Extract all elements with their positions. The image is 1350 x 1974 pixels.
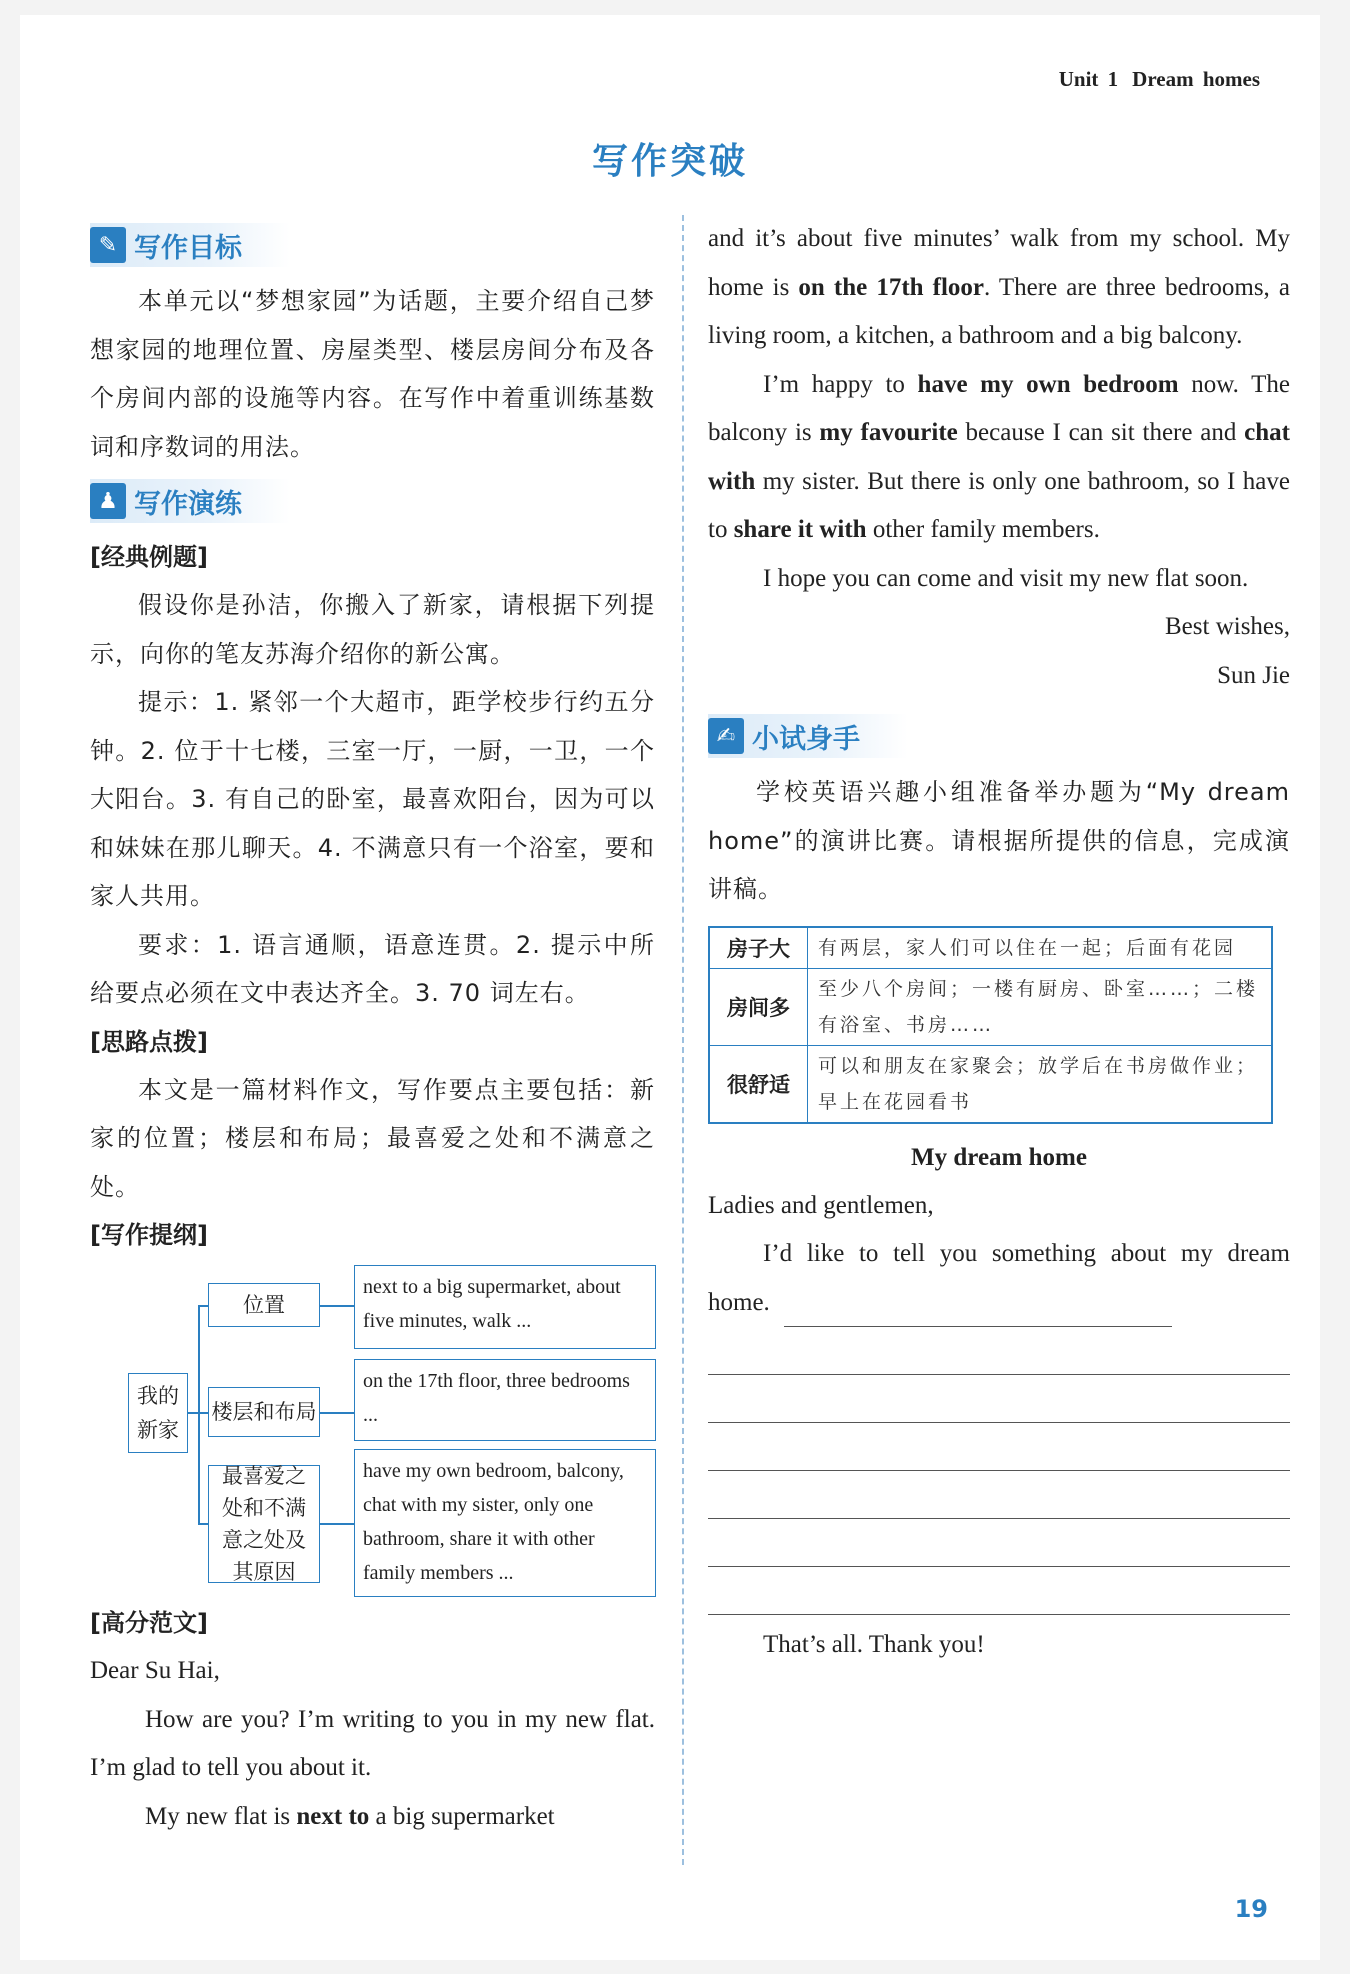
goal-text: 本单元以“梦想家园”为话题，主要介绍自己梦想家园的地理位置、房屋类型、楼层房间分布及各个房间内部的设施等内容。在写作中着重训练基数词和序数词的用法。 — [90, 287, 655, 461]
edit-icon: ✍ — [708, 718, 744, 754]
table-key: 房子大 — [709, 927, 808, 969]
table-value: 至少八个房间；一楼有厨房、卧室……；二楼有浴室、书房…… — [808, 968, 1273, 1045]
letter-paragraph-2-continued-marker: a big supermarket — [369, 1802, 555, 1830]
table-key: 房间多 — [709, 968, 808, 1045]
outline-detail-layout: on the 17th floor, three bedrooms ... — [354, 1359, 656, 1441]
practice-section-header — [90, 479, 290, 523]
outline-label: [写作提纲] — [90, 1221, 208, 1249]
writing-line[interactable] — [708, 1375, 1290, 1423]
left-column — [90, 215, 655, 1841]
hints-text: 提示：1. 紧邻一个大超市，距学校步行约五分钟。2. 位于十七楼，三室一厅，一厨，一卫，一个大阳台。3. 有自己的卧室，最喜欢阳台，因为可以和妹妹在那儿聊天。4. 不满意只有一个浴室，要和家人共用。 — [90, 688, 655, 910]
letter-paragraph-4: I hope you can come and visit my new flat soon. — [763, 564, 1249, 592]
outline-branch-layout: 楼层和布局 — [208, 1387, 320, 1437]
unit-number: Unit 1 — [1058, 67, 1119, 91]
runner-icon: ♟ — [90, 483, 126, 519]
speech-title: My dream home — [911, 1143, 1087, 1171]
writing-line[interactable] — [708, 1519, 1290, 1567]
right-column — [708, 215, 1290, 1670]
pencil-icon: ✎ — [90, 227, 126, 263]
outline-detail-location: next to a big supermarket, about five minutes, walk ... — [354, 1265, 656, 1349]
column-divider — [682, 215, 684, 1865]
goal-heading: 写作目标 — [134, 232, 242, 264]
info-table — [708, 926, 1273, 1124]
speech-greeting: Ladies and gentlemen, — [708, 1191, 934, 1219]
writing-line[interactable] — [708, 1423, 1290, 1471]
page-number: 19 — [1234, 1895, 1268, 1923]
model-label: [高分范文] — [90, 1609, 208, 1637]
writing-line[interactable] — [708, 1327, 1290, 1375]
table-value: 可以和朋友在家聚会；放学后在书房做作业；早上在花园看书 — [808, 1045, 1273, 1123]
idea-text: 本文是一篇材料作文，写作要点主要包括：新家的位置；楼层和布局；最喜爱之处和不满意之处。 — [90, 1075, 655, 1201]
running-header — [1059, 67, 1260, 92]
letter-paragraph-3: I’m happy to have my own bedroom now. The balcony is my favourite because I can sit there and chat with my sister. But there is only one bathroom, so I have to share it with other family members. — [708, 370, 1290, 543]
outline-branch-likes: 最喜爱之处和不满意之处及其原因 — [208, 1465, 320, 1583]
table-row — [709, 927, 1272, 969]
page — [20, 15, 1320, 1960]
unit-title: Dream homes — [1132, 67, 1260, 91]
table-row — [709, 968, 1272, 1045]
table-row — [709, 1045, 1272, 1123]
outline-root: 我的新家 — [128, 1373, 188, 1453]
goal-section-header — [90, 223, 290, 267]
speech-start: I’d like to tell you something about my dream home. — [708, 1230, 1290, 1327]
speech-end: That’s all. Thank you! — [763, 1631, 985, 1658]
page-title: 写作突破 — [591, 141, 748, 182]
letter-paragraph-2-start: My new flat is next to a big supermarket — [145, 1802, 555, 1830]
letter-closing: Best wishes, — [1165, 613, 1290, 640]
outline-branch-location: 位置 — [208, 1283, 320, 1327]
writing-line[interactable] — [708, 1471, 1290, 1519]
writing-line[interactable] — [708, 1567, 1290, 1615]
letter-greeting: Dear Su Hai, — [90, 1657, 220, 1684]
letter-paragraph-1: How are you? I’m writing to you in my new flat. I’m glad to tell you about it. — [90, 1705, 655, 1781]
try-intro: 学校英语兴趣小组准备举办题为“My dream home”的演讲比赛。请根据所提供的信息，完成演讲稿。 — [708, 778, 1290, 903]
try-heading: 小试身手 — [752, 723, 860, 755]
example-label: [经典例题] — [90, 543, 208, 571]
table-key: 很舒适 — [709, 1045, 808, 1123]
letter-signature: Sun Jie — [1217, 661, 1290, 689]
idea-label: [思路点拨] — [90, 1027, 208, 1056]
outline-detail-likes: have my own bedroom, balcony, chat with my sister, only one bathroom, share it with other family members ... — [354, 1449, 656, 1597]
practice-heading: 写作演练 — [134, 488, 242, 520]
try-section-header — [708, 714, 908, 758]
writing-line[interactable] — [784, 1302, 1172, 1327]
requirements-text: 要求：1. 语言通顺，语意连贯。2. 提示中所给要点必须在文中表达齐全。3. 70 词左右。 — [90, 930, 655, 1007]
outline-diagram — [90, 1265, 655, 1585]
table-value: 有两层，家人们可以住在一起；后面有花园 — [808, 927, 1273, 969]
task-text: 假设你是孙洁，你搬入了新家，请根据下列提示，向你的笔友苏海介绍你的新公寓。 — [90, 591, 655, 668]
letter-paragraph-2-rest: and it’s about five minutes’ walk from my school. My home is on the 17th floor. There are three bedrooms, a living room, a kitchen, a bathroom and a big balcony. — [708, 225, 1290, 349]
